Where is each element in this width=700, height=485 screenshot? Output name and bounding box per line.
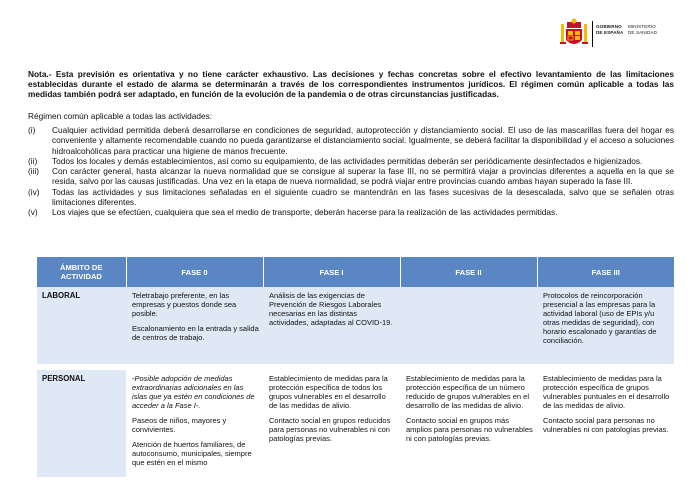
phases-table (37, 257, 674, 477)
row-label-personal: PERSONAL (37, 367, 126, 477)
list-item (28, 156, 674, 166)
cell-laboral-fase2 (400, 287, 537, 367)
list-item (28, 125, 674, 156)
common-regime-list (28, 125, 674, 218)
item-number: (i) (28, 125, 36, 135)
cell-personal-fase3: Establecimiento de medidas para la protección específica de grupos vulnerables puntuales en el desarrollo de las medidas de alivio. Contacto social para personas no vulnerables ni con patologías previas. (537, 367, 674, 477)
cell-laboral-fase0: Teletrabajo preferente, en las empresas y puestos donde sea posible. Escalonamiento en la entrada y salida de centros de trabajo. (126, 287, 263, 367)
header-ambito: ÁMBITO DE ACTIVIDAD (37, 257, 126, 287)
logo-divider (592, 21, 593, 47)
cell-personal-fase0: -Posible adopción de medidas extraordinarias adicionales en las islas que ya estén en condiciones de acceder a la Fase I-. Paseos de niños, mayores y convivientes. Atención de huertos familiares, de autoconsumo, municipales, siempre que estén en el mismo (126, 367, 263, 477)
table-row (37, 287, 674, 367)
item-text: Todas las actividades y sus limitaciones señaladas en el siguiente cuadro se mantendrán en las fases sucesivas de la desescalada, salvo que se señalen otras limitaciones diferentes. (52, 186, 674, 208)
coat-of-arms-icon (559, 18, 589, 50)
table-row (37, 367, 674, 477)
list-item (28, 207, 674, 217)
list-item (28, 166, 674, 187)
list-item (28, 187, 674, 208)
header-fase-2: FASE II (400, 257, 537, 287)
gov-label: GOBIERNO DE ESPAÑA (596, 24, 624, 35)
item-text: Todos los locales y demás establecimientos, así como su equipamiento, de las actividades permitidas deberán ser periódicamente desinfectados e higienizados. (52, 155, 643, 166)
item-text: Cualquier actividad permitida deberá desarrollarse en condiciones de seguridad, autoprotección y distanciamiento social. El uso de las mascarillas fuera del hogar es conveniente y altamente recomendable cuando no pueda garantizarse el distanciamiento social. Igualmente, se deberá facilitar la disponibilidad y el acceso a soluciones hidroalcohólicas para practicar una higiene de manos frecuente. (52, 125, 674, 156)
item-number: (iv) (28, 186, 40, 197)
table-header-row (37, 257, 674, 287)
item-text: Con carácter general, hasta alcanzar la nueva normalidad que se consigue al superar la fase III, no se permitirá viajar a provincias diferentes a aquella en la que se resida, salvo por las causas justificadas. Una vez en la etapa de nueva normalidad, se podrá viajar entre provincias cuando ambas hayan superado la fase III. (52, 166, 674, 187)
cell-personal-fase2: Establecimiento de medidas para la protección específica de un número reducido de grupos vulnerables en el desarrollo de las medidas de alivio. Contacto social en grupos más amplios para personas no vulnerables ni con patologías previas. (400, 367, 537, 477)
header-fase-1: FASE I (263, 257, 400, 287)
item-number: (ii) (28, 155, 38, 166)
header-fase-3: FASE III (537, 257, 674, 287)
row-label-laboral: LABORAL (37, 287, 126, 367)
header-fase-0: FASE 0 (126, 257, 263, 287)
item-text: Los viajes que se efectúen, cualquiera que sea el medio de transporte, deberán hacerse para la realización de las actividades permitidas. (52, 207, 558, 218)
cell-personal-fase1: Establecimiento de medidas para la protección específica de todos los grupos vulnerables en el desarrollo de las medidas de alivio. Contacto social en grupos reducidos para personas no vulnerables ni con patologías previas. (263, 367, 400, 477)
item-number: (iii) (28, 166, 40, 177)
cell-laboral-fase1: Análisis de las exigencias de Prevención de Riesgos Laborales necesarias en las distintas actividades, adaptadas al COVID-19. (263, 287, 400, 367)
cell-laboral-fase3: Protocolos de reincorporación presencial a las empresas para la actividad laboral (uso de EPIs y/u otras medidas de seguridad), con horario escalonado y garantías de conciliación. (537, 287, 674, 367)
common-regime-intro: Régimen común aplicable a todas las actividades: (28, 111, 213, 121)
disclaimer-note: Nota.- Esta previsión es orientativa y no tiene carácter exhaustivo. Las decisiones y fechas concretas sobre el efectivo levantamiento de las limitaciones establecidas durante el estado de alarma se determinarán a través de los correspondientes instrumentos jurídicos. El régimen común aplicable a todas las medidas también podrá ser adaptado, en función de la evolución de la pandemia o de otras circunstancias justificadas. (28, 69, 674, 99)
item-number: (v) (28, 207, 38, 218)
ministry-logo (555, 12, 670, 54)
ministry-label: MINISTERIO DE SANIDAD (628, 24, 658, 35)
